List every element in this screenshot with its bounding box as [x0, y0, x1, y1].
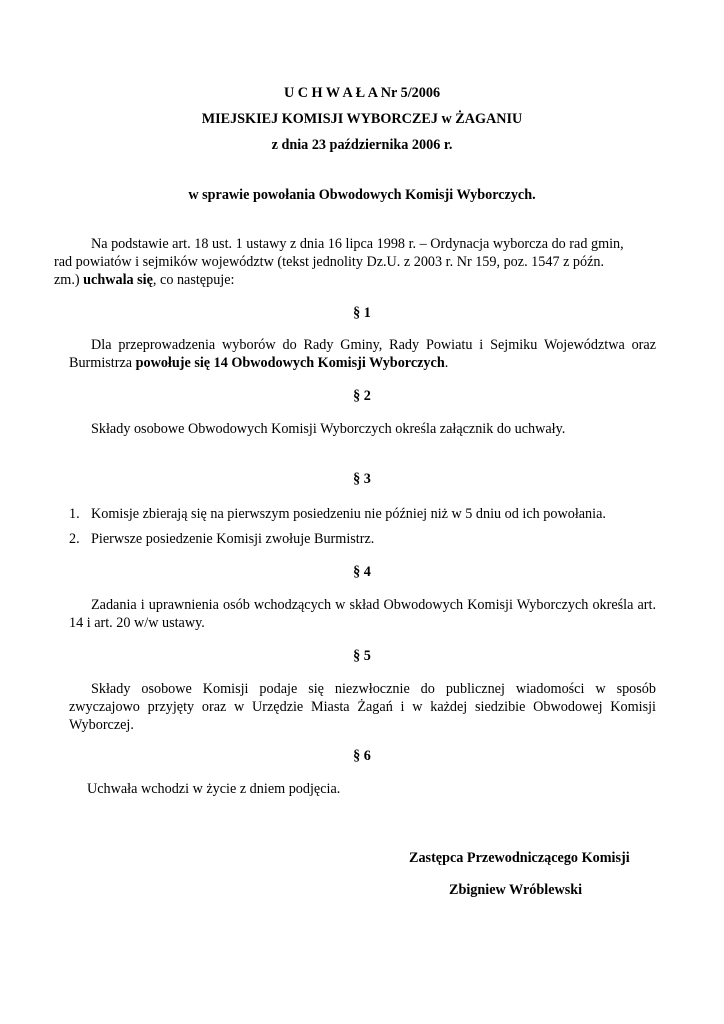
resolution-title: U C H W A Ł A Nr 5/2006 — [283, 85, 441, 101]
preamble-line-1: Na podstawie art. 18 ust. 1 ustawy z dnia 16 lipca 1998 r. – Ordynacja wyborcza do rad gmin, — [91, 236, 624, 252]
section-6-text: Uchwała wchodzi w życie z dniem podjęcia. — [87, 781, 341, 797]
section-4-heading: § 4 — [353, 564, 371, 580]
preamble-bold: uchwala się — [83, 272, 153, 288]
section-5-heading: § 5 — [353, 648, 371, 664]
resolution-subject: w sprawie powołania Obwodowych Komisji Wyborczych. — [188, 187, 536, 203]
section-1-text-end: . — [444, 355, 449, 371]
section-5-text: Składy osobowe Komisji podaje się niezwłocznie do publicznej wiadomości w sposób zwyczajowo przyjęty oraz w Urzędzie Miasta Żagań i w każdej siedzibie Obwodowej Komisji Wyborczej. — [69, 681, 656, 733]
section-3-item-number: 2. — [69, 531, 80, 547]
section-4-text: Zadania i uprawnienia osób wchodzących w skład Obwodowych Komisji Wyborczych określa art. 14 i art. 20 w/w ustawy. — [69, 597, 656, 631]
section-1-heading: § 1 — [353, 305, 371, 321]
resolution-date: z dnia 23 października 2006 r. — [271, 137, 453, 153]
issuing-body: MIEJSKIEJ KOMISJI WYBORCZEJ w ŻAGANIU — [201, 111, 523, 127]
preamble-end: , co następuje: — [152, 272, 235, 288]
signature-role: Zastępca Przewodniczącego Komisji — [409, 850, 630, 866]
preamble-line-3 — [54, 271, 234, 289]
section-2-text: Składy osobowe Obwodowych Komisji Wyborczych określa załącznik do uchwały. — [91, 421, 566, 437]
section-1-text-start: Dla przeprowadzenia wyborów do Rady Gminy, Rady Powiatu i Sejmiku Województwa oraz Burmistrza — [69, 337, 656, 371]
section-2-heading: § 2 — [353, 388, 371, 404]
preamble-line-2: rad powiatów i sejmików województw (tekst jednolity Dz.U. z 2003 r. Nr 159, poz. 1547 z późn. — [54, 254, 605, 270]
section-1-text — [69, 336, 656, 372]
section-3-heading: § 3 — [353, 471, 371, 487]
preamble-start: zm.) — [54, 272, 80, 288]
section-3-item-number: 1. — [69, 506, 80, 522]
section-3-item-text: Komisje zbierają się na pierwszym posiedzeniu nie później niż w 5 dniu od ich powołania. — [91, 506, 606, 522]
section-3-item-text: Pierwsze posiedzenie Komisji zwołuje Burmistrz. — [91, 531, 375, 547]
section-1-text-bold: powołuje się 14 Obwodowych Komisji Wyborczych — [135, 355, 445, 371]
section-6-heading: § 6 — [353, 748, 371, 764]
signature-name: Zbigniew Wróblewski — [449, 882, 583, 898]
